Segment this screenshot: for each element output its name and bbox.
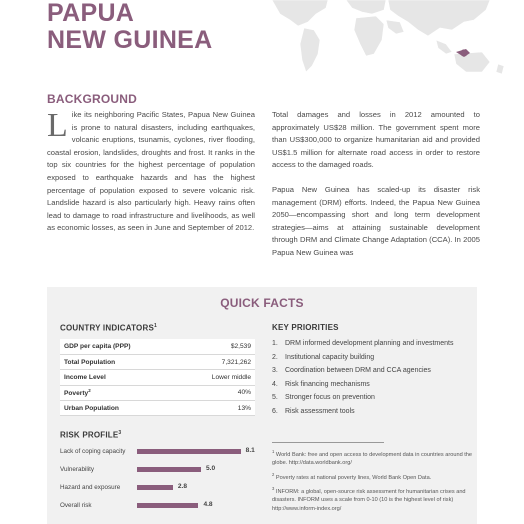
country-indicators-heading-text: COUNTRY INDICATORS <box>60 323 154 333</box>
priority-text: DRM informed development planning and investments <box>285 340 454 347</box>
risk-value-label: 8.1 <box>245 447 255 454</box>
footnote <box>272 448 472 468</box>
footnote-divider <box>272 442 384 443</box>
priority-text: Risk assessment tools <box>285 407 355 415</box>
priority-item <box>272 391 472 405</box>
priority-item <box>272 337 472 351</box>
risk-row <box>60 447 260 457</box>
indicator-value: 7,321,262 <box>179 354 255 369</box>
priority-text: Coordination between DRM and CCA agencies <box>285 367 431 375</box>
risk-value-label: 2.8 <box>177 483 187 490</box>
indicator-label-text: GDP per capita (PPP) <box>64 342 131 350</box>
key-priorities-heading: KEY PRIORITIES <box>272 323 339 332</box>
risk-bar <box>137 503 198 508</box>
indicator-label-text: Income Level <box>64 373 106 381</box>
indicator-label <box>60 401 179 416</box>
country-indicators-table <box>60 339 255 416</box>
indicator-label-text: Total Population <box>64 358 116 366</box>
indicator-row <box>60 354 255 369</box>
dropcap: L <box>47 107 68 144</box>
country-title-line2: NEW GUINEA <box>47 26 213 54</box>
indicator-label-text: Urban Population <box>64 404 119 412</box>
priority-item <box>272 405 472 419</box>
footnote-text: Poverty rates at national poverty lines, World Bank Open Data. <box>274 474 432 481</box>
background-paragraph <box>47 109 255 235</box>
priority-number: 5. <box>272 394 278 402</box>
footnote-number: 3 <box>272 485 275 491</box>
risk-value-label: 5.0 <box>206 465 216 472</box>
risk-category-label: Vulnerability <box>60 466 95 473</box>
country-title <box>47 0 213 54</box>
priority-number: 4. <box>272 380 278 388</box>
priority-number: 3. <box>272 367 278 375</box>
indicator-row <box>60 339 255 354</box>
footnote-text: World Bank: free and open access to development data in countries around the globe. http://data.worldbank.org/ <box>272 451 473 467</box>
quick-facts-title: QUICK FACTS <box>220 296 304 310</box>
footnotes <box>272 448 472 516</box>
priority-text: Institutional capacity building <box>285 353 375 361</box>
risk-row <box>60 483 260 493</box>
world-map-graphic <box>268 0 524 76</box>
risk-row <box>60 501 260 511</box>
priority-item <box>272 364 472 378</box>
indicator-row <box>60 370 255 385</box>
priority-number: 6. <box>272 407 278 415</box>
risk-profile-heading-text: RISK PROFILE <box>60 430 119 440</box>
risk-bar <box>137 485 173 490</box>
footnote-number: 2 <box>272 471 275 477</box>
indicator-label <box>60 385 179 400</box>
indicator-value: 13% <box>179 401 255 416</box>
indicator-value: $2,539 <box>179 339 255 354</box>
priority-number: 2. <box>272 353 278 361</box>
indicator-row <box>60 385 255 400</box>
footnote <box>272 485 472 513</box>
footnote-ref: 2 <box>88 388 91 394</box>
background-paragraph-text: ike its neighboring Pacific States, Papua New Guinea is prone to natural disasters, including earthquakes, volcanic eruptions, tsunamis, cyclones, river flooding, coastal erosion, landslides, droughts and frost. It ranks in the top six countries for the highest percentage of population exposed to earthquake hazards and has the highest percentage of population exposed to severe volcanic risk. Landslide hazard is also particularly high. Heavy rains often lead to damage to road infrastructure and livelihoods, as well as economic losses, as seen in June and September of 2012. <box>47 110 255 233</box>
indicator-label <box>60 354 179 369</box>
background-heading: BACKGROUND <box>47 92 137 106</box>
indicator-value: Lower middle <box>179 370 255 385</box>
risk-bar <box>137 449 241 454</box>
indicator-label <box>60 339 179 354</box>
priority-number: 1. <box>272 340 278 347</box>
indicator-label-text: Poverty <box>64 390 89 398</box>
priority-text: Stronger focus on prevention <box>285 394 375 402</box>
footnote-ref: 1 <box>153 323 157 329</box>
footnote-text: INFORM: a global, open-source risk assessment for humanitarian crises and disasters. INFORM uses a scale from 0-10 (10 is the highest level of risk) http://www.inform-index.org/ <box>272 488 466 512</box>
risk-row <box>60 465 260 475</box>
priority-item <box>272 351 472 365</box>
quick-facts-panel <box>47 287 477 524</box>
footnote-ref: 3 <box>118 430 122 436</box>
risk-category-label: Lack of coping capacity <box>60 448 126 455</box>
risk-category-label: Overall risk <box>60 502 92 509</box>
background-column-right <box>272 109 480 272</box>
country-title-line1: PAPUA <box>47 0 135 27</box>
priority-text: Risk financing mechanisms <box>285 380 370 388</box>
risk-bar <box>137 467 201 472</box>
key-priorities-list <box>272 337 472 419</box>
background-column-left <box>47 109 255 247</box>
country-indicators-heading <box>60 323 157 333</box>
indicator-row <box>60 401 255 416</box>
indicator-value: 40% <box>179 385 255 400</box>
footnote <box>272 471 472 482</box>
priority-item <box>272 378 472 392</box>
risk-category-label: Hazard and exposure <box>60 484 121 491</box>
risk-value-label: 4.8 <box>203 501 213 508</box>
indicator-label <box>60 370 179 385</box>
drm-paragraph: Papua New Guinea has scaled-up its disaster risk management (DRM) efforts. Indeed, the Papua New Guinea 2050—encompassing short and long term development strategies—aims at attaining sustainable development through DRM and Climate Change Adaptation (CCA). In 2005 Papua New Guinea was <box>272 184 480 257</box>
footnote-number: 1 <box>272 449 275 454</box>
risk-profile-heading <box>60 430 121 440</box>
damages-paragraph: Total damages and losses in 2012 amounted to approximately US$28 million. The government spent more than US$300,000 to organize humanitarian aid and provided US$1.5 million for alternate road access in order to restore access to the damaged roads. <box>272 110 480 170</box>
